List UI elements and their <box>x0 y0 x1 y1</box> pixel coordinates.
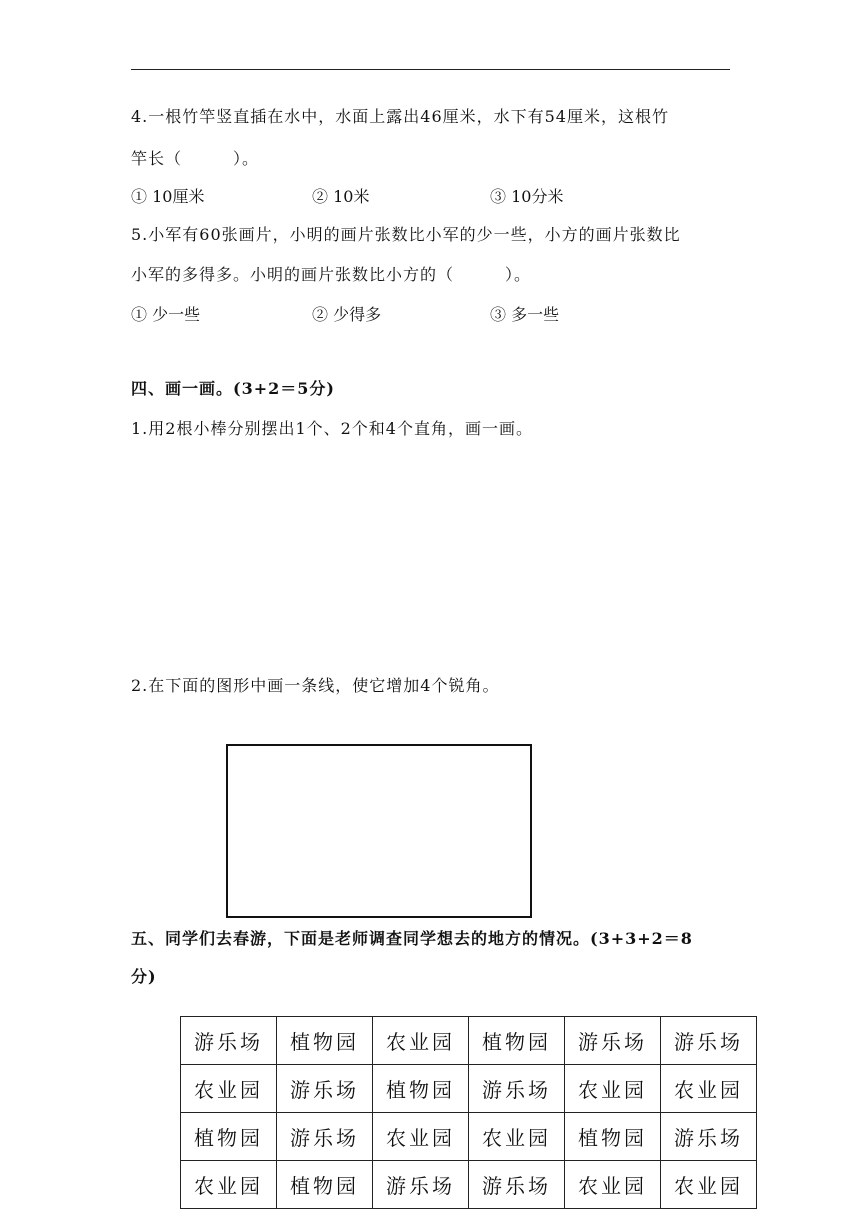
rectangle-figure <box>226 744 532 918</box>
section-4-question-1: 1.用2根小棒分别摆出1个、2个和4个直角，画一画。 <box>131 419 533 438</box>
table-cell: 游乐场 <box>469 1065 565 1113</box>
table-cell: 游乐场 <box>181 1017 277 1065</box>
q4-option-1: ① 10厘米 <box>131 187 205 206</box>
table-cell: 游乐场 <box>277 1065 373 1113</box>
section-5-heading-line-1: 五、同学们去春游，下面是老师调查同学想去的地方的情况。(3+3+2＝8 <box>131 929 693 948</box>
table-cell: 农业园 <box>661 1065 757 1113</box>
table-row <box>181 1065 757 1113</box>
q5-option-3: ③ 多一些 <box>490 305 560 324</box>
section-4-question-2: 2.在下面的图形中画一条线，使它增加4个锐角。 <box>131 676 500 695</box>
table-cell: 游乐场 <box>277 1113 373 1161</box>
q5-line-1: 5.小军有60张画片，小明的画片张数比小军的少一些，小方的画片张数比 <box>131 225 681 244</box>
table-cell: 农业园 <box>565 1065 661 1113</box>
q5-line-2: 小军的多得多。小明的画片张数比小方的（ ）。 <box>131 265 532 284</box>
table-cell: 游乐场 <box>661 1113 757 1161</box>
table-row <box>181 1113 757 1161</box>
survey-table <box>180 1016 757 1209</box>
table-cell: 植物园 <box>277 1161 373 1209</box>
header-rule <box>131 69 730 70</box>
q4-line-2: 竿长（ ）。 <box>131 149 260 168</box>
section-5-heading-line-2: 分) <box>131 967 157 986</box>
table-cell: 游乐场 <box>373 1161 469 1209</box>
table-cell: 植物园 <box>469 1017 565 1065</box>
table-cell: 农业园 <box>373 1113 469 1161</box>
q5-option-1: ① 少一些 <box>131 305 201 324</box>
section-4-heading: 四、画一画。(3+2＝5分) <box>131 379 335 398</box>
table-cell: 农业园 <box>661 1161 757 1209</box>
q5-option-2: ② 少得多 <box>312 305 382 324</box>
table-cell: 农业园 <box>565 1161 661 1209</box>
q4-option-2: ② 10米 <box>312 187 370 206</box>
q4-option-3: ③ 10分米 <box>490 187 564 206</box>
table-cell: 游乐场 <box>565 1017 661 1065</box>
table-row <box>181 1017 757 1065</box>
table-cell: 游乐场 <box>661 1017 757 1065</box>
table-cell: 植物园 <box>373 1065 469 1113</box>
table-cell: 植物园 <box>565 1113 661 1161</box>
table-cell: 游乐场 <box>469 1161 565 1209</box>
table-cell: 农业园 <box>181 1065 277 1113</box>
table-cell: 植物园 <box>277 1017 373 1065</box>
table-row <box>181 1161 757 1209</box>
table-cell: 农业园 <box>469 1113 565 1161</box>
q4-line-1: 4.一根竹竿竖直插在水中，水面上露出46厘米，水下有54厘米，这根竹 <box>131 107 669 126</box>
table-cell: 农业园 <box>373 1017 469 1065</box>
table-cell: 农业园 <box>181 1161 277 1209</box>
table-cell: 植物园 <box>181 1113 277 1161</box>
